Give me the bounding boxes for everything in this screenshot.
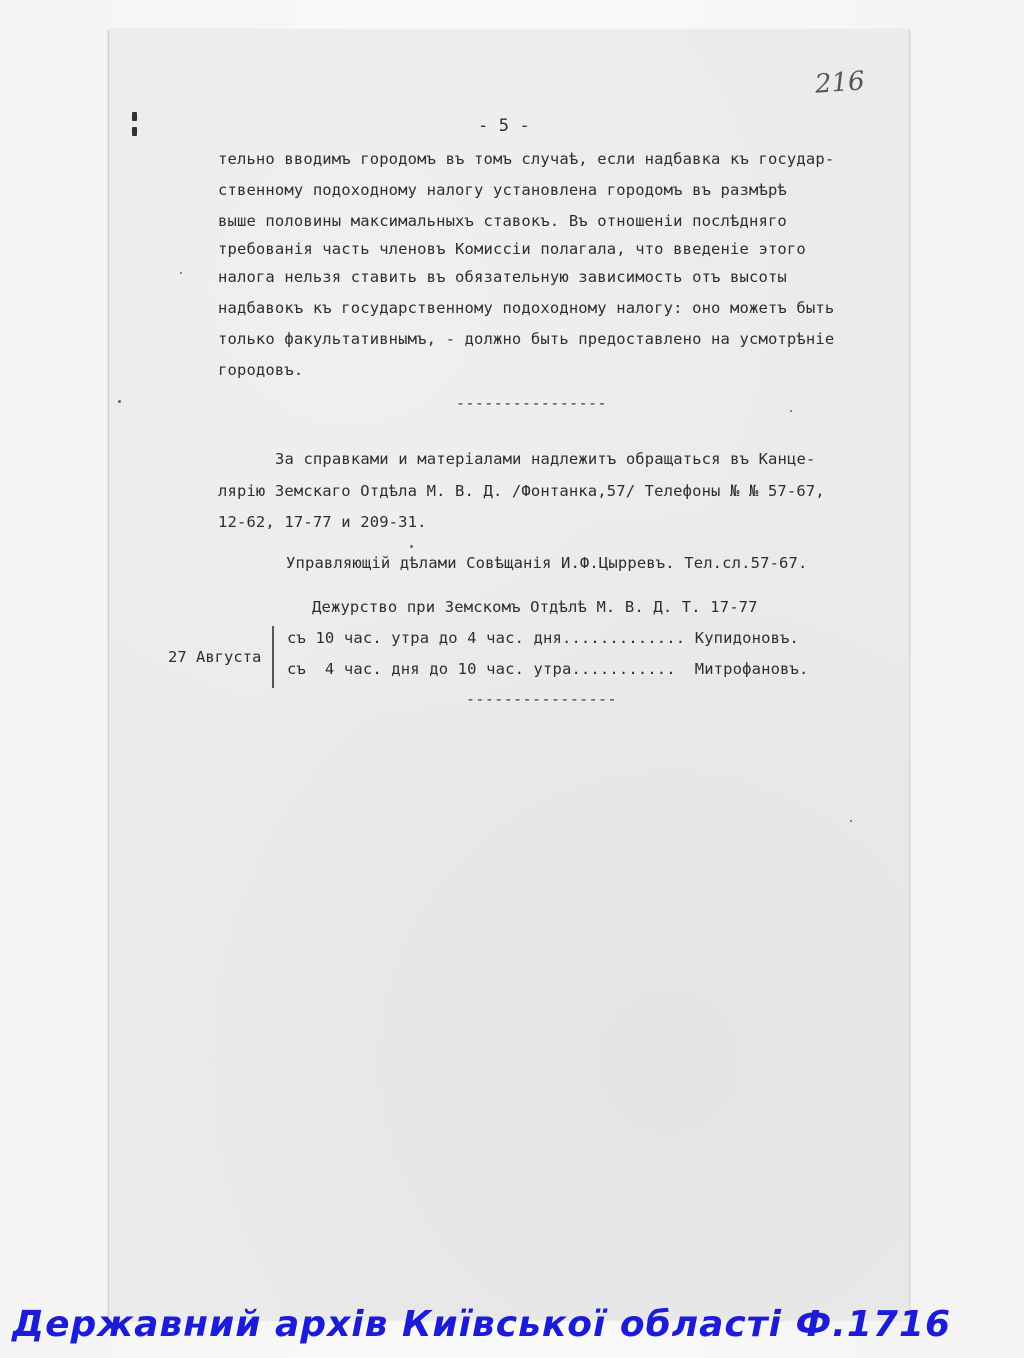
margin-mark xyxy=(132,112,138,150)
manager-line: Управляющiй дѣлами Совѣщанiя И.Ф.Цырревъ. Тел.сл.57-67. xyxy=(286,554,808,572)
contact-line: лярiю Земскаго Отдѣла М. В. Д. /Фонтанка,57/ Телефоны № № 57-67, xyxy=(218,482,825,500)
duty-date: 27 Августа xyxy=(168,648,262,666)
paper-speck xyxy=(410,545,413,548)
body-line: надбавокъ къ государственному подоходному налогу: оно можетъ быть xyxy=(218,299,835,317)
body-line: тельно вводимъ городомъ въ томъ случаѣ, если надбавка къ государ- xyxy=(218,150,835,168)
body-line: налога нельзя ставить въ обязательную зависимость отъ высоты xyxy=(218,268,787,286)
page-number: - 5 - xyxy=(478,116,530,136)
body-line: выше половины максимальныхъ ставокъ. Въ отношенiи послѣдняго xyxy=(218,212,787,230)
body-line: требованiя часть членовъ Комиссiи полагала, что введенiе этого xyxy=(218,240,806,258)
archive-stamp: Державний архів Київської області Ф.1716 xyxy=(12,1304,952,1345)
paper-speck xyxy=(180,272,182,274)
body-line: ственному подоходному налогу установлена городомъ въ размѣрѣ xyxy=(218,181,787,199)
body-line: городовъ. xyxy=(218,361,304,379)
duty-bracket xyxy=(272,626,274,688)
paper-speck xyxy=(118,400,121,403)
duty-heading: Дежурство при Земскомъ Отдѣлѣ М. В. Д. Т. 17-77 xyxy=(312,598,758,616)
contact-line: За справками и матерiалами надлежитъ обращаться въ Канце- xyxy=(275,450,816,468)
folio-number: 216 xyxy=(814,66,866,100)
separator: ---------------- xyxy=(456,394,607,412)
contact-line: 12-62, 17-77 и 209-31. xyxy=(218,513,427,531)
duty-row: съ 4 час. дня до 10 час. утра........... Митрофановъ. xyxy=(287,660,809,678)
duty-row: съ 10 час. утра до 4 час. дня............. Купидоновъ. xyxy=(287,629,800,647)
paper-speck xyxy=(790,410,792,412)
separator: ---------------- xyxy=(466,690,617,708)
paper-speck xyxy=(850,820,852,822)
body-line: только факультативнымъ, - должно быть предоставлено на усмотрѣнiе xyxy=(218,330,835,348)
